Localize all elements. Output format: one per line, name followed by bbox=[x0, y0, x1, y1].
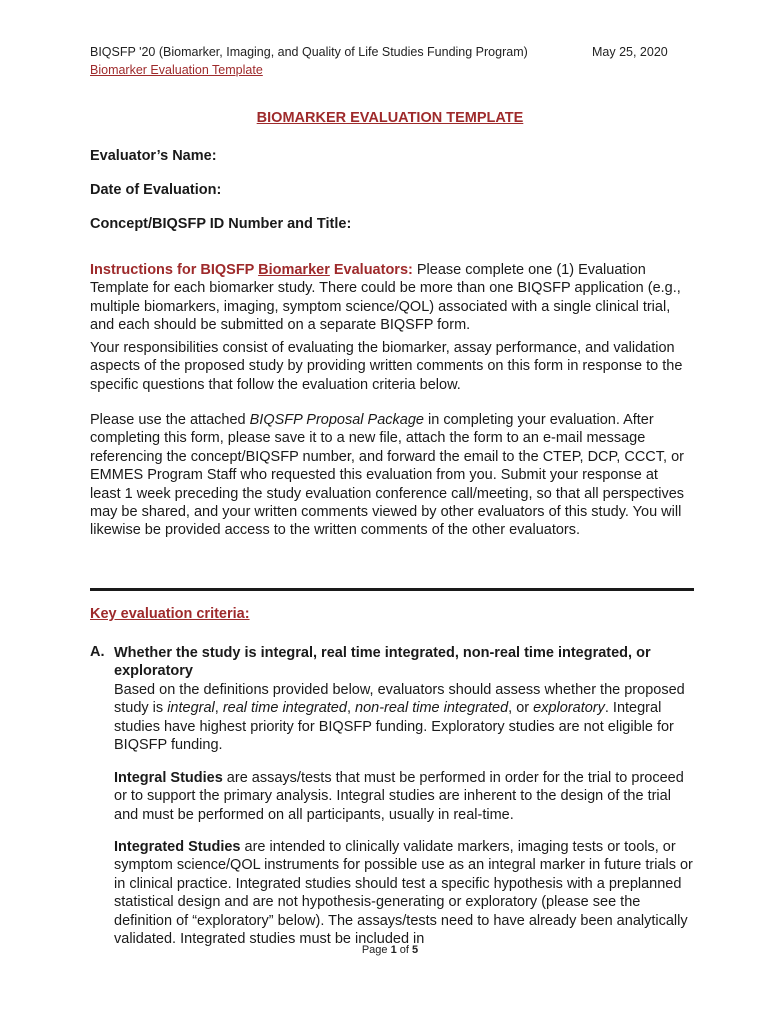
instructions-lead-word: Biomarker bbox=[258, 262, 330, 278]
section-divider bbox=[90, 588, 694, 591]
responsibilities-paragraph: Your responsibilities consist of evaluating the biomarker, assay performance, and validation aspects of the proposed study by providing written comments on this form in response to the specific questions that follow the evaluation criteria below. bbox=[90, 340, 683, 393]
header-date: May 25, 2020 bbox=[592, 45, 668, 59]
section-a-sep-2: , bbox=[346, 700, 355, 717]
section-a-body-post: . Integral studies have highest priority for BIQSFP funding. Exploratory studies are not eligible for BIQSFP funding. bbox=[114, 700, 674, 754]
attached-pre: Please use the attached bbox=[90, 412, 250, 428]
date-of-evaluation-label: Date of Evaluation: bbox=[90, 182, 222, 198]
section-a-sep-1: , bbox=[214, 700, 223, 717]
key-criteria-heading: Key evaluation criteria: bbox=[90, 606, 250, 622]
attached-post: in completing your evaluation. After completing this form, please save it to a new file, attach the form to an e-mail message referencing the concept/BIQSFP number, and forward the email to the CTEP, DCP, CCCT, or EMMES Program Staff who requested this evaluation from you. Submit your response at least 1 week preceding the study evaluation conference call/meeting, so that all perspectives may be shared, and your written comments viewed by other evaluators of this study. You will likewise be provided access to the written comments of the other evaluators. bbox=[90, 412, 685, 539]
integral-studies-paragraph bbox=[114, 769, 694, 824]
instructions-lead-prefix: Instructions for BIQSFP bbox=[90, 262, 259, 278]
section-a-letter: A. bbox=[90, 644, 105, 660]
instructions-text: Please complete one (1) Evaluation Template for each biomarker study. There could be more than one BIQSFP application (e.g., multiple biomarkers, imaging, symptom science/QOL) associated with a single clinical trial, and each should be submitted on a separate BIQSFP form. bbox=[90, 262, 681, 334]
footer-current-page: 1 bbox=[390, 944, 397, 956]
instructions-lead-suffix: Evaluators: bbox=[329, 262, 413, 278]
attached-package-paragraph bbox=[90, 411, 690, 540]
evaluator-name-label: Evaluator’s Name: bbox=[90, 148, 217, 164]
integral-studies-text: are assays/tests that must be performed in order for the trial to proceed or to support the primary analysis. Integral studies are inherent to the design of the trial and must be performed on all participants, usually in real-time. bbox=[114, 770, 684, 823]
term-real-time-integrated: real time integrated bbox=[222, 700, 347, 717]
integrated-studies-text: are intended to clinically validate markers, imaging tests or tools, or symptom science/QOL instruments for possible use as an integral marker in future trials or in clinical practice. Integrated studies should test a specific hypothesis with a preplanned statistical design and are not hypothesis-generating or exploratory (please see the definition of “exploratory” below). The assays/tests need to have already been analytically validated. Integrated studies must be included in bbox=[114, 839, 693, 948]
section-a-sep-3: , or bbox=[508, 700, 534, 717]
concept-id-label: Concept/BIQSFP ID Number and Title: bbox=[90, 216, 352, 232]
header-program: BIQSFP '20 (Biomarker, Imaging, and Quality of Life Studies Funding Program) bbox=[90, 45, 528, 59]
instructions-lead bbox=[90, 262, 413, 278]
footer-page-word: Page bbox=[361, 944, 388, 956]
header-subtitle: Biomarker Evaluation Template bbox=[90, 63, 263, 77]
term-integral: integral bbox=[167, 700, 215, 717]
footer-total-pages: 5 bbox=[412, 944, 419, 956]
proposal-package-name: BIQSFP Proposal Package bbox=[249, 412, 424, 428]
section-a-body bbox=[114, 681, 694, 755]
integral-studies-term: Integral Studies bbox=[114, 770, 223, 786]
page-footer bbox=[0, 944, 770, 956]
document-title: BIOMARKER EVALUATION TEMPLATE bbox=[256, 110, 524, 126]
section-a-heading: Whether the study is integral, real time integrated, non-real time integrated, or exploratory bbox=[114, 645, 651, 680]
integrated-studies-paragraph bbox=[114, 838, 694, 948]
term-exploratory: exploratory bbox=[533, 700, 605, 717]
instructions-paragraph bbox=[90, 261, 690, 335]
term-non-real-time-integrated: non-real time integrated bbox=[355, 700, 509, 717]
section-a-body-pre: Based on the definitions provided below, evaluators should assess whether the proposed study is bbox=[114, 682, 685, 717]
footer-of-word: of bbox=[399, 944, 409, 956]
integrated-studies-term: Integrated Studies bbox=[114, 839, 241, 855]
